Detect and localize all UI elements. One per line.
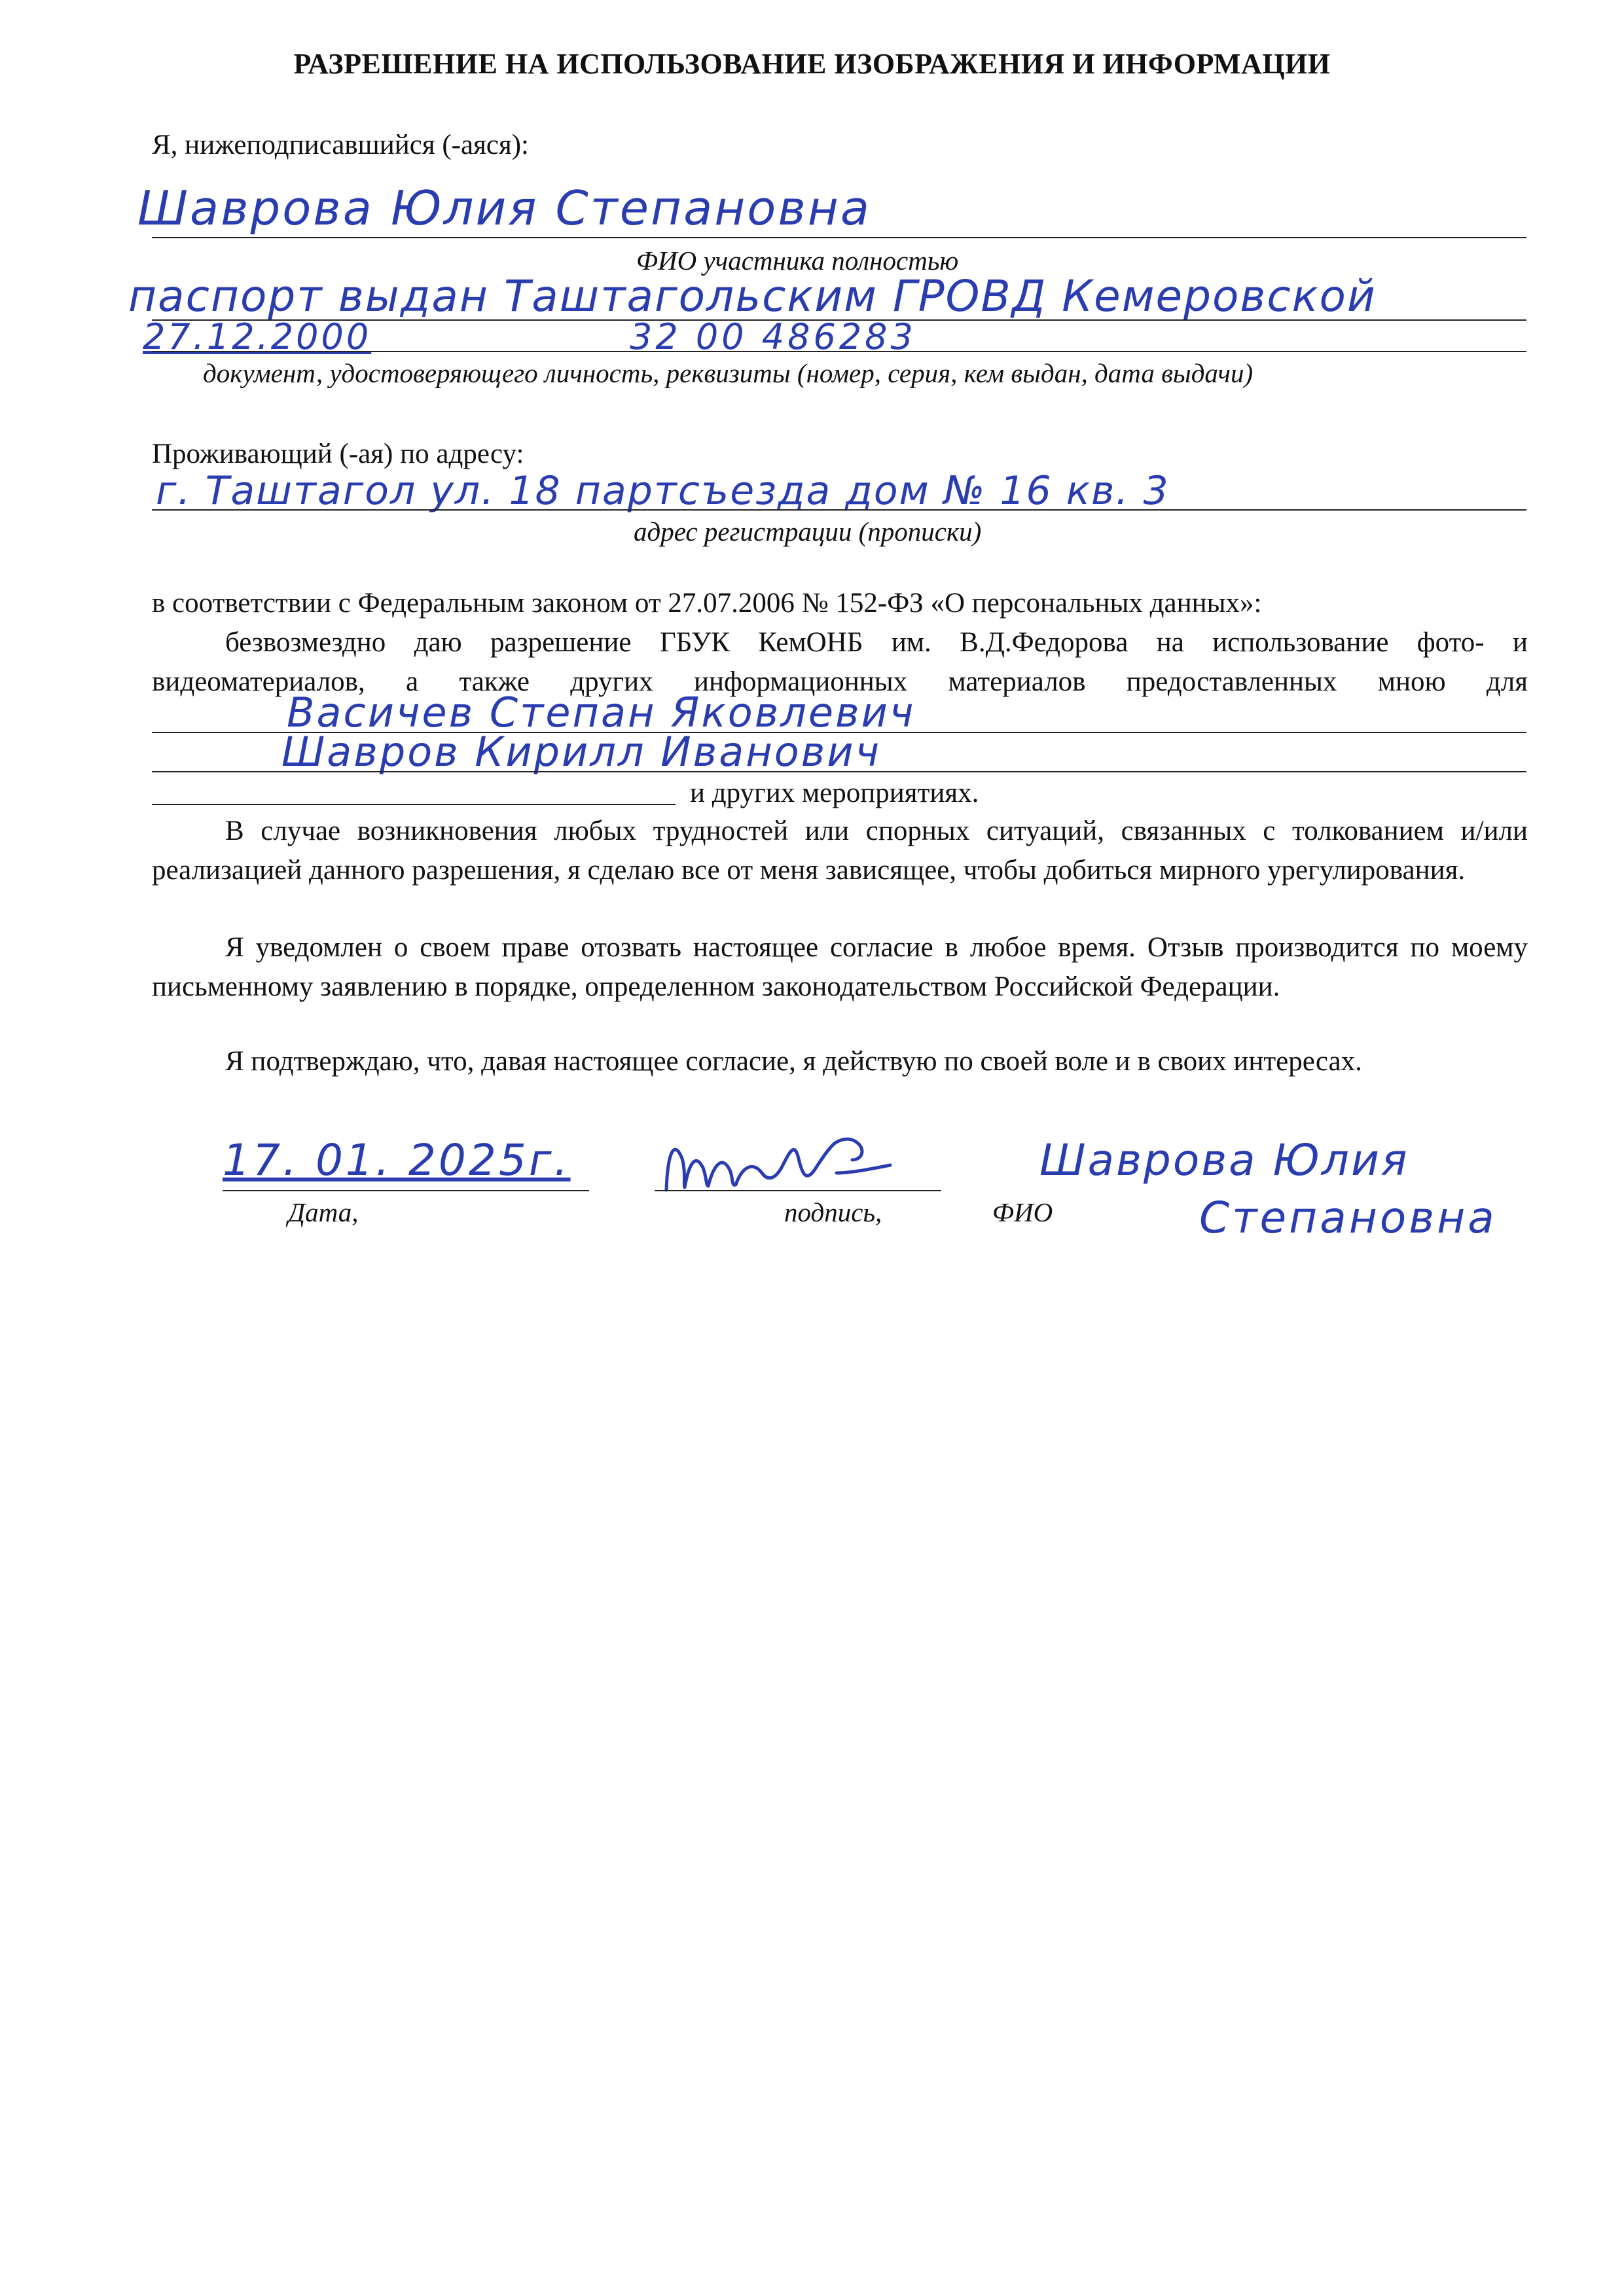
paragraph-confirm: Я подтверждаю, что, давая настоящее согласие, я действую по своей воле и в своих интересах. [225,1046,1362,1077]
passport-number: 32 00 486283 [630,316,916,357]
address-caption: адрес регистрации (прописки) [634,516,982,547]
paragraph-disputes: В случае возникновения любых трудностей или спорных ситуаций, связанных с толкованием и/или реализацией данного разрешения, я сделаю все от меня зависящее, чтобы добиться мирного урегулирования. [152,816,1528,886]
full-name-line [152,237,1526,238]
date-label: Дата, [288,1197,359,1227]
document-title: РАЗРЕШЕНИЕ НА ИСПОЛЬЗОВАНИЕ ИЗОБРАЖЕНИЯ И ИНФОРМАЦИИ [293,48,1331,80]
address-line [152,509,1526,511]
events-tail: и других мероприятиях. [690,778,979,808]
signature-date: 17. 01. 2025г. [223,1135,571,1185]
participant-full-name: Шаврова Юлия Степановна [137,181,871,236]
grant-line-2: видеоматериалов, а также других информационных материалов предоставленных мною для [152,666,1528,697]
law-reference: в соответствии с Федеральным законом от 27.07.2006 № 152-ФЗ «О персональных данных»: [152,588,1262,619]
intro-text: Я, нижеподписавшийся (-аяся): [152,130,529,160]
address-value: г. Таштагол ул. 18 партсъезда дом № 16 кв. 3 [156,468,1170,514]
date-line [223,1190,589,1191]
subject-name-1: Васичев Степан Яковлевич [287,689,916,736]
paragraph-revoke: Я уведомлен о своем праве отозвать настоящее согласие в любое время. Отзыв производится по моему письменному заявлению в порядке, определенном законодательством Российской Федерации. [152,932,1528,1002]
passport-issued-by: паспорт выдан Таштагольским ГРОВД Кемеровской [128,271,1377,321]
address-label: Проживающий (-ая) по адресу: [152,439,524,469]
subject-name-2: Шавров Кирилл Иванович [281,728,882,776]
subject-line-2 [152,771,1526,772]
signer-name-line-2: Степановна [1199,1193,1497,1243]
signer-name-line-1: Шаврова Юлия [1039,1135,1409,1185]
fio-label: ФИО [992,1197,1053,1227]
document-caption: документ, удостоверяющего личность, реквизиты (номер, серия, кем выдан, дата выдачи) [203,358,1254,388]
full-name-caption: ФИО участника полностью [636,245,959,276]
grant-line-1: безвозмездно даю разрешение ГБУК КемОНБ им. В.Д.Федорова на использование фото- и [225,627,1528,658]
signature-label: подпись, [784,1197,882,1227]
passport-line-2 [152,351,1526,352]
passport-issue-date: 27.12.2000 [143,316,372,357]
signature-line [655,1190,941,1191]
subject-line-3 [152,804,676,805]
